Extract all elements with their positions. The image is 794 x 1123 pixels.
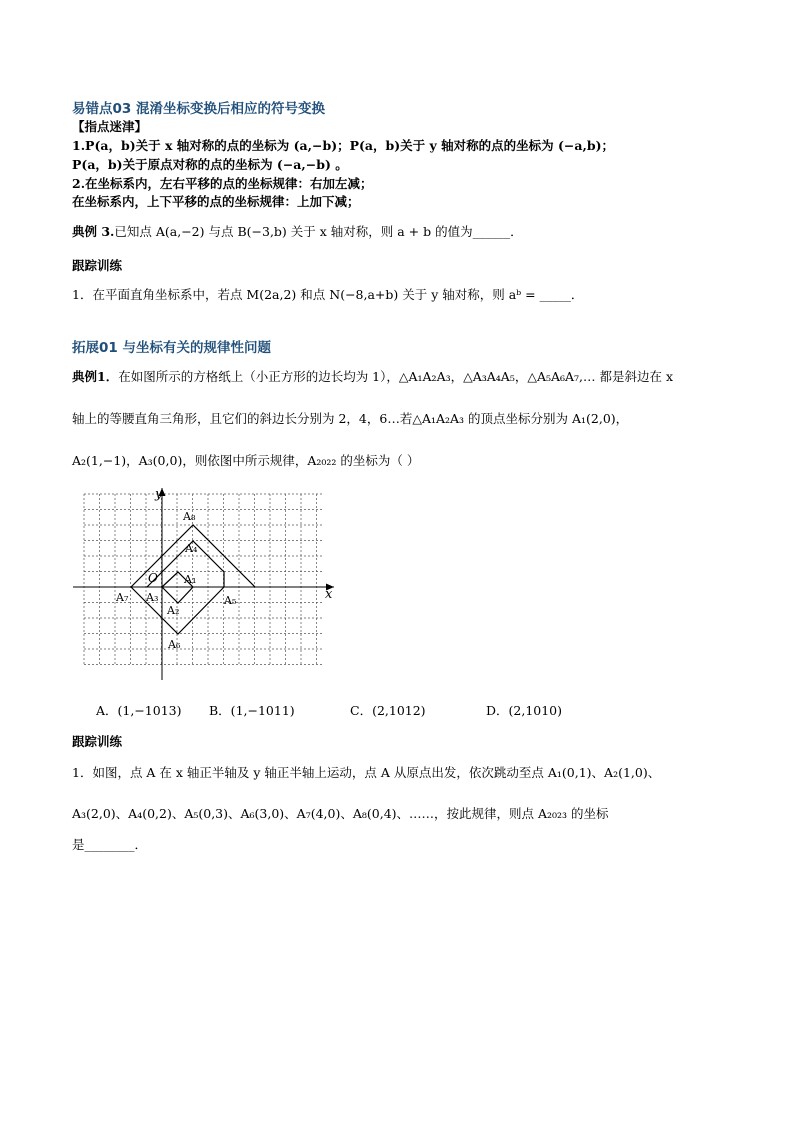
option-d[interactable]: D．(2,1010) <box>486 703 563 718</box>
example-1-label: 典例1． <box>72 369 119 384</box>
label-a6: A₆ <box>168 638 181 651</box>
example-3 <box>72 222 523 240</box>
label-a1: A₁ <box>184 573 197 586</box>
example-1-line-3: A₂(1,−1)，A₃(0,0)，则依图中所示规律，A₂₀₂₂ 的坐标为（ ） <box>72 453 420 468</box>
label-a5: A₅ <box>224 594 237 607</box>
coordinate-grid-figure <box>70 482 350 682</box>
practice-2-line-3: 是________． <box>72 837 148 852</box>
option-b[interactable]: B．(1,−1011) <box>209 703 295 718</box>
x-axis-label: x <box>325 587 333 602</box>
y-axis-label: y <box>155 487 163 502</box>
label-a7: A₇ <box>116 591 129 604</box>
practice-2-line-2: A₃(2,0)、A₄(0,2)、A₅(0,3)、A₆(3,0)、A₇(4,0)、A₈(0,4)、……，按此规律，则点 A₂₀₂₃ 的坐标 <box>72 806 609 821</box>
example-1-line-1 <box>72 367 673 385</box>
section-title-error-point-03: 易错点03 混淆坐标变换后相应的符号变换 <box>72 101 325 117</box>
label-a2: A₂ <box>167 604 180 617</box>
label-a3: A₃ <box>146 591 159 604</box>
section-title-extension-01: 拓展01 与坐标有关的规律性问题 <box>72 340 271 356</box>
label-a8: A₈ <box>183 510 196 523</box>
example-1-line-2: 轴上的等腰直角三角形，且它们的斜边长分别为 2，4，6…若△A₁A₂A₃ 的顶点坐标分别为 A₁(2,0)， <box>72 411 629 426</box>
example-3-text: 已知点 A(a,−2) 与点 B(−3,b) 关于 x 轴对称，则 a + b 的值为______． <box>114 224 523 239</box>
example-1-line-1-text: 在如图所示的方格纸上（小正方形的边长均为 1），△A₁A₂A₃，△A₃A₄A₅，△A₅A₆A₇,… 都是斜边在 x <box>118 369 674 384</box>
example-3-label: 典例 3. <box>72 224 115 239</box>
practice-header-1: 跟踪训练 <box>72 258 123 273</box>
practice-1-question: 1．在平面直角坐标系中，若点 M(2a,2) 和点 N(−8,a+b) 关于 y 轴对称，则 aᵇ = _____． <box>72 287 584 302</box>
origin-label: O <box>148 571 158 585</box>
tip-line-1: 1.P(a，b)关于 x 轴对称的点的坐标为 (a,−b)；P(a，b)关于 y 轴对称的点的坐标为 (−a,b)； <box>72 138 614 153</box>
tip-line-4: 在坐标系内，上下平移的点的坐标规律：上加下减； <box>72 194 360 209</box>
tip-line-3: 2.在坐标系内，左右平移的点的坐标规律：右加左减； <box>72 176 373 191</box>
practice-2-line-1: 1．如图，点 A 在 x 轴正半轴及 y 轴正半轴上运动，点 A 从原点出发，依次跳动至点 A₁(0,1)、A₂(1,0)、 <box>72 765 661 780</box>
grid-lines <box>84 494 324 666</box>
option-c[interactable]: C．(2,1012) <box>350 703 426 718</box>
label-a4: A₄ <box>185 542 198 555</box>
option-a[interactable]: A．(1,−1013) <box>96 703 182 718</box>
tips-header: 【指点迷津】 <box>72 119 148 134</box>
tip-line-2: P(a，b)关于原点对称的点的坐标为 (−a,−b) 。 <box>72 157 348 172</box>
practice-header-2: 跟踪训练 <box>72 734 123 749</box>
